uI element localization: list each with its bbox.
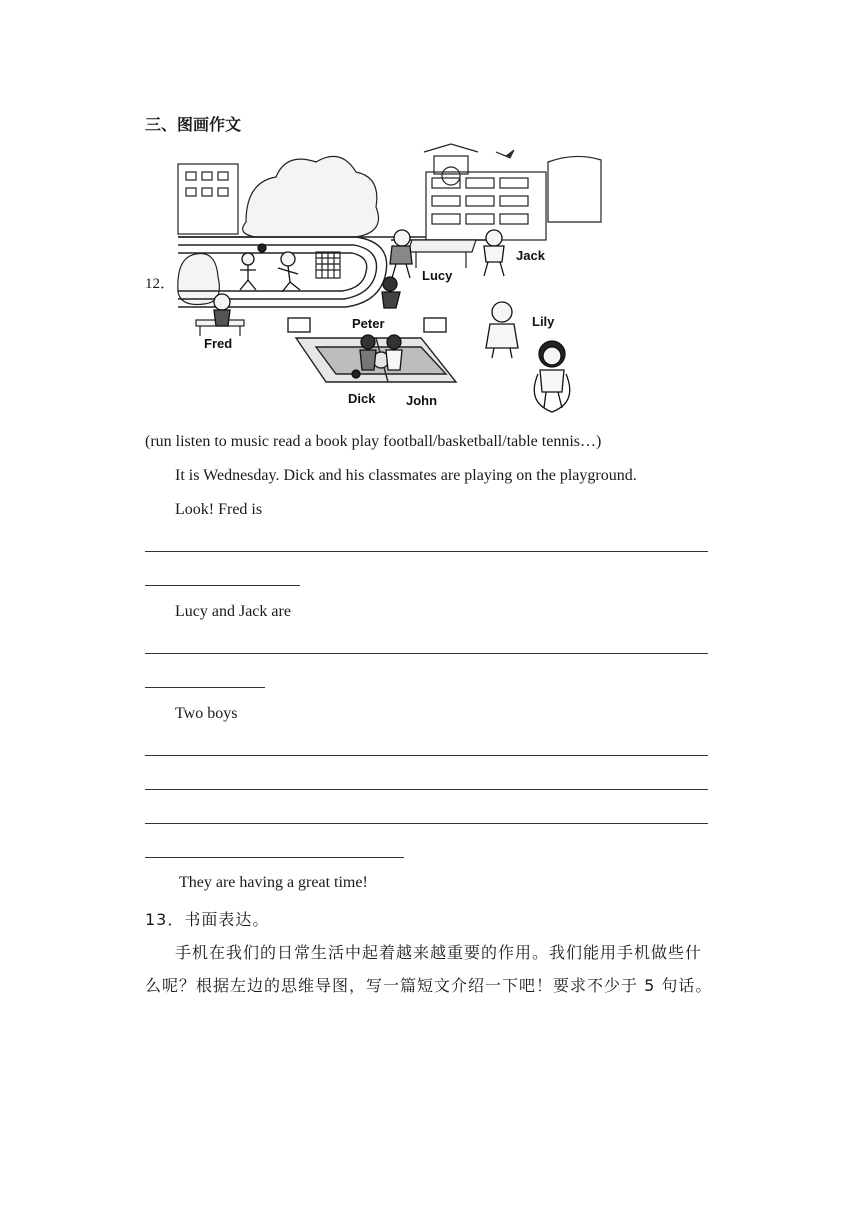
- answer-line[interactable]: [145, 755, 708, 756]
- label-peter: Peter: [352, 316, 385, 331]
- answer-line[interactable]: [145, 585, 300, 586]
- school-building: [178, 144, 601, 240]
- answer-line[interactable]: [145, 857, 404, 858]
- answer-line[interactable]: [145, 653, 708, 654]
- soccer-goal: [316, 252, 340, 278]
- playground-illustration: [176, 142, 604, 414]
- section-title: 三、图画作文: [145, 115, 242, 134]
- label-lily: Lily: [532, 314, 555, 329]
- answer-line[interactable]: [145, 789, 708, 790]
- hint-words: (run listen to music read a book play football/basketball/table tennis…): [145, 433, 602, 450]
- prompt-two-boys: Two boys: [175, 705, 238, 722]
- question-13-text-line-2: 么呢？根据左边的思维导图，写一篇短文介绍一下吧！要求不少于 5 句话。: [145, 976, 713, 995]
- question-number-13: 13．: [145, 910, 185, 929]
- question-13-title: 书面表达。: [184, 910, 270, 929]
- prompt-lucy-jack: Lucy and Jack are: [175, 603, 291, 620]
- label-john: John: [406, 393, 438, 408]
- label-lucy: Lucy: [422, 268, 453, 283]
- bird-icon: [496, 150, 514, 158]
- answer-line[interactable]: [145, 551, 708, 552]
- intro-sentence: It is Wednesday. Dick and his classmates are playing on the playground.: [175, 467, 637, 484]
- label-dick: Dick: [348, 391, 376, 406]
- label-fred: Fred: [204, 336, 233, 351]
- question-13-text-line-1: 手机在我们的日常生活中起着越来越重要的作用。我们能用手机做些什: [175, 943, 703, 962]
- answer-line[interactable]: [145, 687, 265, 688]
- question-13-heading: [145, 907, 269, 930]
- question-number-12: 12．: [145, 276, 176, 292]
- label-jack: Jack: [516, 248, 545, 263]
- trees: [178, 156, 379, 304]
- closing-sentence: They are having a great time!: [179, 874, 368, 891]
- ping-pong-table: [408, 240, 476, 268]
- prompt-fred: Look! Fred is: [175, 501, 263, 518]
- answer-line[interactable]: [145, 823, 708, 824]
